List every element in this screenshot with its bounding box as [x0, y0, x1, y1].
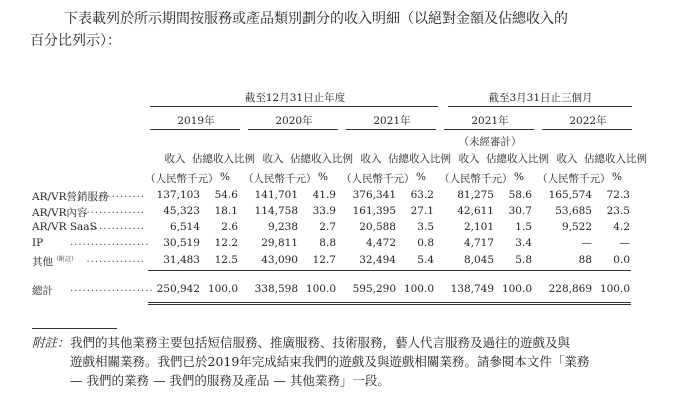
leader-dots: ..............: [86, 254, 145, 265]
intro-paragraph: [30, 8, 670, 52]
year-underline: [542, 129, 632, 130]
unit-pct: %: [220, 171, 230, 183]
col-revenue: 收入: [262, 153, 284, 165]
pct-cell: 100.0: [501, 283, 532, 295]
unaudited-label: （未經審計）: [458, 136, 522, 148]
revenue-cell: 228,869: [548, 283, 592, 295]
pct-cell: 41.9: [312, 189, 336, 201]
note-title: 附註：: [32, 335, 70, 350]
revenue-cell: 4,717: [463, 237, 494, 249]
pct-cell: 0.8: [417, 237, 434, 249]
intro-line-2: 百分比列示）：: [30, 33, 121, 49]
row-label-note: （附註）: [53, 256, 78, 263]
year-underline: [444, 129, 534, 130]
revenue-cell: 45,323: [163, 205, 200, 217]
revenue-cell: 6,514: [169, 221, 200, 233]
total-rule-1: [148, 302, 631, 303]
revenue-cell: 4,472: [365, 237, 396, 249]
pct-cell: 3.5: [417, 221, 434, 233]
pct-cell: 100.0: [403, 283, 434, 295]
leader-dots: ...........: [99, 189, 145, 200]
revenue-cell: 42,611: [457, 205, 494, 217]
col-revenue: 收入: [164, 153, 186, 165]
revenue-cell: 2,101: [463, 221, 494, 233]
pct-cell: 3.4: [515, 237, 532, 249]
pct-cell: 54.6: [214, 189, 238, 201]
col-pct: 佔總收入比例: [388, 153, 451, 165]
leader-dots: ..............: [86, 205, 145, 216]
revenue-cell: 114,758: [254, 205, 298, 217]
revenue-cell: 29,811: [261, 237, 298, 249]
col-pct: 佔總收入比例: [192, 153, 255, 165]
row-label-text: AR/VR SaaS: [32, 221, 97, 233]
group-header-year: 截至12月31日止年度: [244, 92, 346, 104]
unit-revenue: （人民幣千元）: [341, 173, 415, 185]
pct-cell: 27.1: [410, 205, 434, 217]
note-line-1: 我們的其他業務主要包括短信服務、推廣服務、技術服務，藝人代言服務及過往的遊戲及與: [70, 335, 571, 350]
col-pct: 佔總收入比例: [584, 153, 647, 165]
revenue-cell: 338,598: [254, 283, 298, 295]
pct-cell: 63.2: [410, 189, 434, 201]
group-underline-year: [150, 106, 438, 107]
leader-dots: ....................: [70, 283, 154, 294]
pct-cell: 2.7: [319, 221, 336, 233]
row-label-text: 其他: [32, 256, 53, 268]
col-pct: 佔總收入比例: [486, 153, 549, 165]
unit-pct: %: [514, 171, 524, 183]
group-header-quarter: 截至3月31日止三個月: [488, 92, 593, 104]
note-divider: [32, 328, 117, 329]
unit-pct: %: [318, 171, 328, 183]
year-2021: 2021年: [373, 115, 411, 127]
leader-dots: ..............: [86, 221, 145, 232]
revenue-cell: 595,290: [352, 283, 396, 295]
group-underline-quarter: [448, 106, 632, 107]
pct-cell: 18.1: [214, 205, 238, 217]
row-label: [32, 237, 43, 249]
pct-cell: 12.7: [312, 254, 336, 266]
unit-revenue: （人民幣千元）: [537, 173, 611, 185]
revenue-cell: 43,090: [261, 254, 298, 266]
row-label-text: IP: [32, 237, 44, 249]
unit-pct: %: [416, 171, 426, 183]
pct-cell: 2.6: [221, 221, 238, 233]
revenue-cell: —: [581, 237, 592, 249]
pct-cell: 5.8: [515, 254, 532, 266]
pct-cell: 0.0: [613, 254, 630, 266]
revenue-cell: 250,942: [156, 283, 200, 295]
revenue-cell: 9,522: [561, 221, 592, 233]
subtotal-rule: [148, 270, 631, 271]
total-rule-2: [148, 304, 631, 305]
col-revenue: 收入: [458, 153, 480, 165]
pct-cell: 100.0: [207, 283, 238, 295]
pct-cell: 72.3: [606, 189, 630, 201]
note-line-3: — 我們的業務 — 我們的服務及產品 — 其他業務」一段。: [70, 373, 390, 388]
revenue-cell: 31,483: [163, 254, 200, 266]
revenue-cell: 53,685: [555, 205, 592, 217]
year-2019: 2019年: [177, 115, 215, 127]
pct-cell: 12.2: [214, 237, 238, 249]
revenue-cell: 165,574: [548, 189, 592, 201]
year-underline: [248, 129, 338, 130]
pct-cell: 33.9: [312, 205, 336, 217]
row-label-text: AR/VR內容: [32, 207, 88, 219]
revenue-cell: 9,238: [267, 221, 298, 233]
pct-cell: 1.5: [515, 221, 532, 233]
revenue-cell: 161,395: [352, 205, 396, 217]
col-pct: 佔總收入比例: [290, 153, 353, 165]
revenue-cell: 137,103: [156, 189, 200, 201]
pct-cell: 100.0: [305, 283, 336, 295]
pct-cell: 30.7: [508, 205, 532, 217]
footnote: [32, 333, 672, 390]
row-label-text: 總計: [32, 285, 53, 297]
pct-cell: 58.6: [508, 189, 532, 201]
pct-cell: 4.2: [613, 221, 630, 233]
pct-cell: 23.5: [606, 205, 630, 217]
revenue-cell: 141,701: [254, 189, 298, 201]
pct-cell: 12.5: [214, 254, 238, 266]
unit-revenue: （人民幣千元）: [439, 173, 513, 185]
year-2021-q1: 2021年: [471, 115, 509, 127]
unit-revenue: （人民幣千元）: [145, 173, 219, 185]
revenue-cell: 8,045: [463, 254, 494, 266]
revenue-cell: 88: [578, 254, 592, 266]
year-underline: [150, 129, 240, 130]
total-label: [32, 283, 53, 298]
pct-cell: —: [619, 237, 630, 249]
col-revenue: 收入: [556, 153, 578, 165]
pct-cell: 100.0: [599, 283, 630, 295]
row-label-text: AR/VR營銷服務: [32, 191, 109, 203]
col-revenue: 收入: [360, 153, 382, 165]
note-line-2: 遊戲相關業務。我們已於2019年完成結束我們的遊戲及與遊戲相關業務。請參閱本文件「業務: [70, 354, 590, 369]
revenue-cell: 376,341: [352, 189, 396, 201]
revenue-cell: 81,275: [457, 189, 494, 201]
revenue-cell: 30,519: [163, 237, 200, 249]
intro-line-1: 下表載列於所示期間按服務或產品類別劃分的收入明細（以絕對金額及佔總收入的: [64, 11, 568, 27]
pct-cell: 5.4: [417, 254, 434, 266]
year-underline: [346, 129, 436, 130]
revenue-cell: 20,588: [359, 221, 396, 233]
leader-dots: ...................: [70, 237, 150, 248]
pct-cell: 8.8: [319, 237, 336, 249]
unit-pct: %: [612, 171, 622, 183]
unit-revenue: （人民幣千元）: [243, 173, 317, 185]
revenue-cell: 138,749: [450, 283, 494, 295]
revenue-cell: 32,494: [359, 254, 396, 266]
year-2020: 2020年: [275, 115, 313, 127]
year-2022-q1: 2022年: [569, 115, 607, 127]
